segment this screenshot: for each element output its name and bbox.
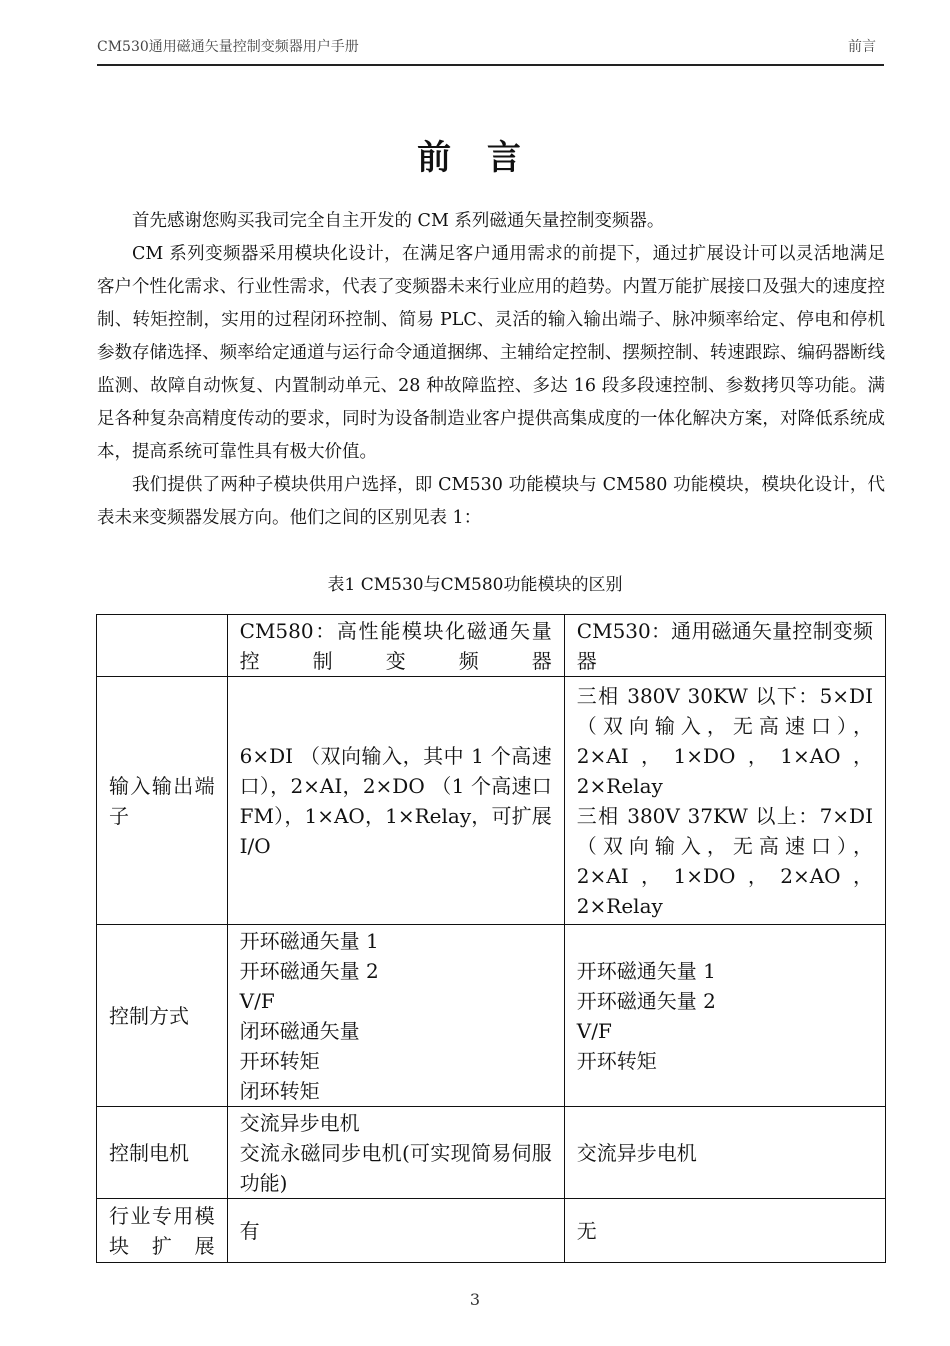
- cell-line: 交流永磁同步电机(可实现简易伺服功能): [239, 1140, 552, 1195]
- header-section-name: 前言: [848, 39, 876, 55]
- cell-line: 开环磁通矢量 2: [576, 988, 716, 1013]
- cell-line: V/F: [239, 988, 275, 1013]
- row-label: 行业专用模块扩展: [97, 1199, 228, 1263]
- cell-line: 开环转矩: [576, 1048, 657, 1073]
- table-row: [97, 677, 886, 925]
- cell-line: 开环磁通矢量 2: [239, 958, 379, 983]
- cm530-cell: 无: [564, 1199, 885, 1263]
- cm530-cell: 交流异步电机: [564, 1107, 885, 1199]
- table-row: [97, 1107, 886, 1199]
- paragraph: 我们提供了两种子模块供用户选择，即 CM530 功能模块与 CM580 功能模块，模块化设计，代表未来变频器发展方向。他们之间的区别见表 1：: [97, 475, 885, 528]
- cm530-cell: [564, 925, 885, 1107]
- header-cell-cm530: CM530：通用磁通矢量控制变频器: [564, 615, 885, 677]
- header-manual-title: CM530通用磁通矢量控制变频器用户手册: [97, 39, 359, 55]
- cell-line: 闭环磁通矢量: [239, 1018, 360, 1043]
- intro-text: [97, 205, 885, 535]
- paragraph: 首先感谢您购买我司完全自主开发的 CM 系列磁通矢量控制变频器。: [132, 211, 665, 231]
- cell-line: 开环磁通矢量 1: [239, 928, 379, 953]
- cell-line: 闭环转矩: [239, 1078, 320, 1103]
- page-title: 前 言: [417, 138, 533, 178]
- cell-line: 交流异步电机: [239, 1110, 360, 1135]
- row-label: 控制方式: [97, 925, 228, 1107]
- cm530-cell: 三相 380V 30KW 以下：5×DI（双向输入，无高速口），2×AI，1×DO，1×AO，2×Relay 三相 380V 37KW 以上：7×DI（双向输入，无高速口），2×AI，1×DO，2×AO，2×Relay: [564, 677, 885, 925]
- header-cell-cm580: CM580：高性能模块化磁通矢量控制变频器: [227, 615, 564, 677]
- running-header: [97, 30, 884, 66]
- cm580-cell: 有: [227, 1199, 564, 1263]
- table-caption: 表1 CM530与CM580功能模块的区别: [327, 575, 623, 595]
- cell-line: V/F: [576, 1018, 612, 1043]
- comparison-table: [96, 614, 886, 1263]
- cell-line: 开环转矩: [239, 1048, 320, 1073]
- table-row: [97, 925, 886, 1107]
- cm580-cell: [227, 1107, 564, 1199]
- cm580-cell: 6×DI （双向输入，其中 1 个高速口），2×AI，2×DO （1 个高速口 FM），1×AO，1×Relay，可扩展 I/O: [227, 677, 564, 925]
- page-number: 3: [469, 1290, 481, 1309]
- header-cell-empty: [97, 615, 228, 677]
- paragraph: CM 系列变频器采用模块化设计，在满足客户通用需求的前提下，通过扩展设计可以灵活地满足客户个性化需求、行业性需求，代表了变频器未来行业应用的趋势。内置万能扩展接口及强大的速度控制、转矩控制，实用的过程闭环控制、简易 PLC、灵活的输入输出端子、脉冲频率给定、停电和停机参数存储选择、频率给定通道与运行命令通道捆绑、主辅给定控制、摆频控制、转速跟踪、编码器断线监测、故障自动恢复、内置制动单元、28 种故障监控、多达 16 段多段速控制、参数拷贝等功能。满足各种复杂高精度传动的要求，同时为设备制造业客户提供高集成度的一体化解决方案，对降低系统成本，提高系统可靠性具有极大价值。: [97, 244, 885, 462]
- table-header-row: [97, 615, 886, 677]
- cell-line: 开环磁通矢量 1: [576, 958, 716, 983]
- table-row: [97, 1199, 886, 1263]
- cm580-cell: [227, 925, 564, 1107]
- row-label: 控制电机: [97, 1107, 228, 1199]
- row-label: 输入输出端子: [97, 677, 228, 925]
